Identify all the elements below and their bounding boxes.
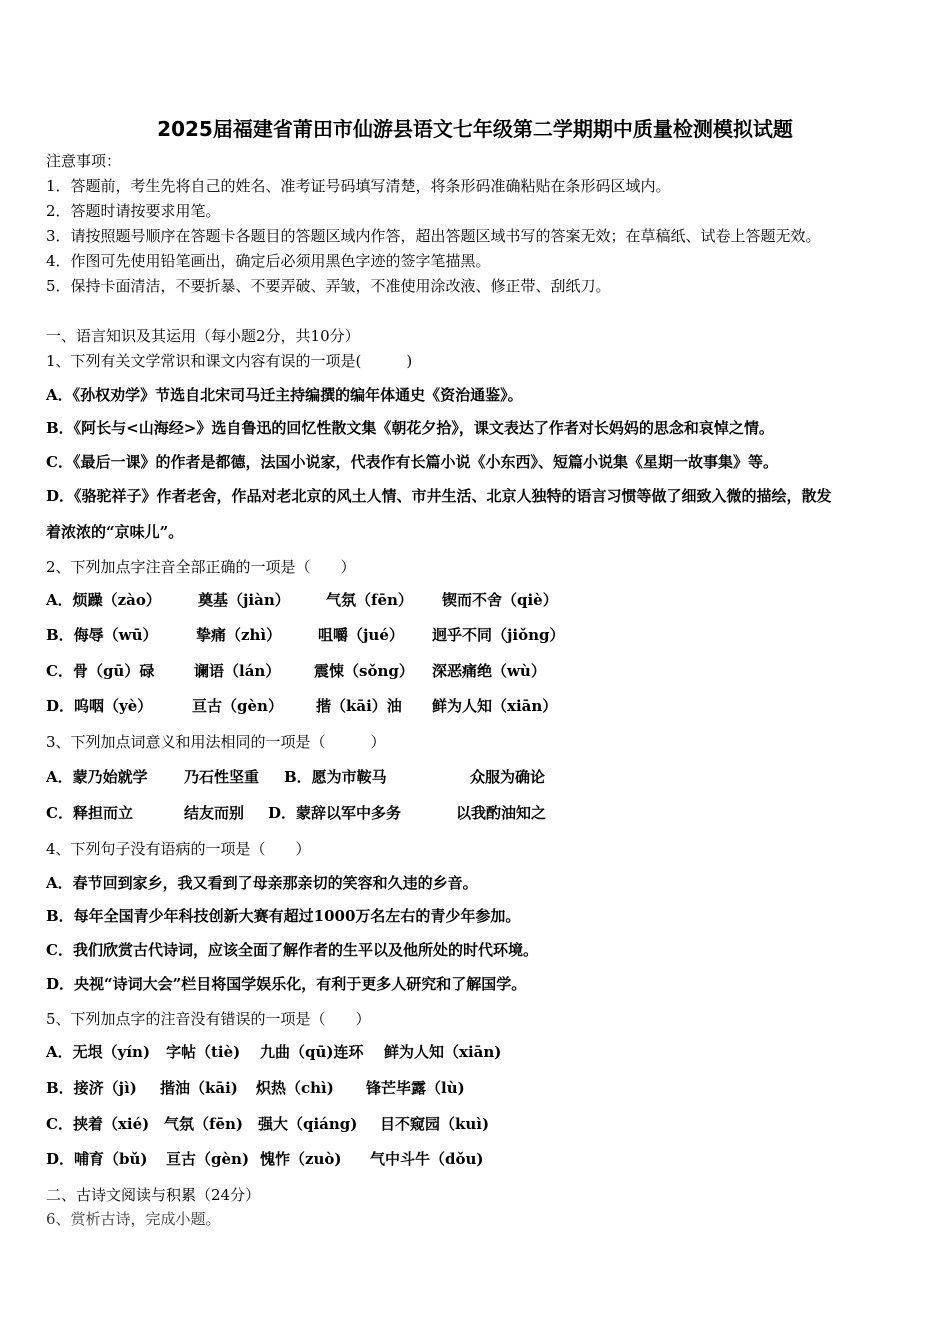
option-cell: C．骨（gū）碌 [46, 662, 155, 680]
option-cell: D．哺育（bǔ) [46, 1150, 148, 1168]
question-stem: 6、赏析古诗，完成小题。 [46, 1210, 221, 1228]
option-cell: 气氛（fēn） [326, 591, 413, 609]
option-cell: D．呜咽（yè） [46, 697, 153, 715]
option: D．《骆驼祥子》作者老舍，作品对老北京的风土人情、市井生活、北京人独特的语言习惯等做了细致入微的描绘，散发 [46, 487, 832, 505]
option-cell: 谰语（lán） [194, 662, 281, 680]
option-cell: 以我酌油知之 [456, 804, 547, 822]
question-stem: 2、下列加点字注音全部正确的一项是（ ） [46, 558, 356, 576]
notice-item: 3．请按照题号顺序在答题卡各题目的答题区域内作答，超出答题区域书写的答案无效；在草稿纸、试卷上答题无效。 [46, 227, 821, 245]
option-cell: A．烦躁（zào） [46, 591, 161, 609]
option-cell: 结友而别 [184, 804, 245, 822]
option-cell: 鲜为人知（xiān） [432, 697, 558, 715]
option-cell: 九曲（qū)连环 [260, 1043, 364, 1061]
option-cell: 揩油（kāi) [160, 1079, 238, 1097]
option: B．《阿长与<山海经>》选自鲁迅的回忆性散文集《朝花夕拾》，课文表达了作者对长妈妈的思念和哀悼之情。 [46, 419, 774, 437]
section-heading: 二、古诗文阅读与积累（24分） [46, 1186, 261, 1204]
option-cell: 气氛（fēn) [164, 1115, 243, 1133]
option-cell: 亘古（gèn) [166, 1150, 250, 1168]
option-cell: 乃石性坚重 [184, 768, 260, 786]
notice-item: 5．保持卡面清洁，不要折暴、不要弄破、弄皱，不准使用涂改液、修正带、刮纸刀。 [46, 277, 611, 295]
option: C．《最后一课》的作者是都德，法国小说家，代表作有长篇小说《小东西》、短篇小说集《星期一故事集》等。 [46, 453, 778, 471]
option: A．春节回到家乡，我又看到了母亲那亲切的笑容和久违的乡音。 [46, 874, 478, 892]
option-cell: D．蒙辞以军中多务 [268, 804, 402, 822]
option-cell: 震悚（sǒng） [314, 662, 414, 680]
option-cell: 挚痛（zhì） [196, 626, 282, 644]
option-cell: 目不窥园（kuì) [380, 1115, 490, 1133]
option-cell: 迥乎不同（jiǒng） [432, 626, 565, 644]
option-cell: 深恶痛绝（wù） [432, 662, 546, 680]
notice-item: 4．作图可先使用铅笔画出，确定后必须用黑色字迹的签字笔描黑。 [46, 252, 491, 270]
option-cell: 鲜为人知（xiān) [384, 1043, 502, 1061]
option-cell: 气中斗牛（dǒu) [370, 1150, 484, 1168]
option-cell: B．接济（jì) [46, 1079, 137, 1097]
option: A．《孙权劝学》节选自北宋司马迁主持编撰的编年体通史《资治通鉴》。 [46, 386, 523, 404]
question-stem: 4、下列句子没有语病的一项是（ ） [46, 840, 311, 858]
option-cell: 咀嚼（jué） [318, 626, 404, 644]
notice-item: 2．答题时请按要求用笔。 [46, 202, 221, 220]
question-stem: 3、下列加点词意义和用法相同的一项是（ ） [46, 733, 386, 751]
option: B．每年全国青少年科技创新大赛有超过1000万名左右的青少年参加。 [46, 907, 521, 925]
option-cell: 炽热（chì) [256, 1079, 334, 1097]
page-title: 2025届福建省莆田市仙游县语文七年级第二学期期中质量检测模拟试题 [157, 117, 793, 141]
option: C．我们欣赏古代诗词，应该全面了解作者的生平以及他所处的时代环境。 [46, 941, 538, 959]
option-cell: C．挟着（xié) [46, 1115, 150, 1133]
option-cell: A．无垠（yín) [46, 1043, 151, 1061]
option-cell: 亘古（gèn） [192, 697, 283, 715]
option-cell: 锲而不舍（qiè） [442, 591, 558, 609]
option-cell: B．侮辱（wū） [46, 626, 158, 644]
option-cell: 揩（kāi）油 [316, 697, 402, 715]
option-cell: 锋芒毕露（lù) [366, 1079, 465, 1097]
option-cell: A．蒙乃始就学 [46, 768, 148, 786]
question-stem: 1、下列有关文学常识和课文内容有误的一项是( ) [46, 352, 413, 370]
option-cell: 众服为确论 [470, 768, 546, 786]
notice-heading: 注意事项： [46, 152, 122, 170]
option: D．央视“诗词大会”栏目将国学娱乐化，有利于更多人研究和了解国学。 [46, 975, 527, 993]
section-heading: 一、语言知识及其运用（每小题2分，共10分） [46, 327, 360, 345]
question-stem: 5、下列加点字的注音没有错误的一项是（ ） [46, 1010, 371, 1028]
option-continued: 着浓浓的“京味儿”。 [46, 523, 184, 541]
option-cell: 字帖（tiè) [166, 1043, 241, 1061]
option-cell: B．愿为市鞍马 [284, 768, 387, 786]
option-cell: 强大（qiáng) [258, 1115, 358, 1133]
notice-item: 1．答题前，考生先将自己的姓名、准考证号码填写清楚，将条形码准确粘贴在条形码区域内。 [46, 177, 671, 195]
option-cell: C．释担而立 [46, 804, 133, 822]
option-cell: 愧怍（zuò) [260, 1150, 342, 1168]
option-cell: 奠基（jiàn） [198, 591, 290, 609]
